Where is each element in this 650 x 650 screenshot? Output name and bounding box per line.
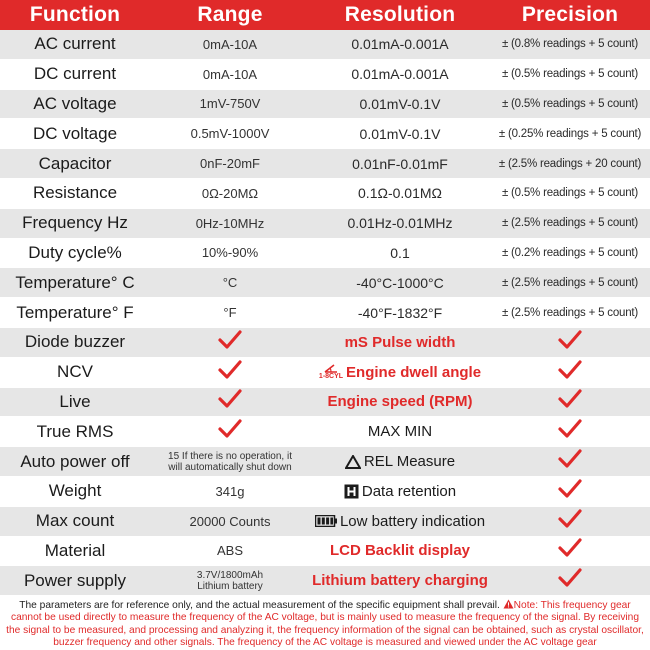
function-cell: AC current [34, 34, 116, 54]
feature-label: Low battery indication [339, 512, 486, 530]
table-row [0, 149, 650, 179]
function-cell: Max count [35, 511, 115, 531]
checkmark-icon [557, 537, 583, 564]
range-cell [150, 447, 310, 476]
feature-cell [310, 537, 490, 566]
range-cell: 0mA-10A [202, 36, 258, 52]
checkmark-icon [557, 329, 583, 356]
battery-icon [315, 515, 337, 527]
range-cell: 0Ω-20MΩ [201, 185, 259, 201]
resolution-cell: -40°F-1832°F [357, 304, 443, 321]
precision-cell: ± (2.5% readings + 5 count) [501, 276, 639, 289]
range-check-cell [150, 328, 310, 357]
header-function: Function [29, 3, 121, 26]
table-row [0, 328, 650, 358]
resolution-cell: 0.01Hz-0.01MHz [347, 215, 453, 232]
precision-check-cell [490, 566, 650, 595]
precision-check-cell [490, 507, 650, 536]
feature-label: Engine speed (RPM) [327, 393, 473, 411]
feature-cell [310, 507, 490, 536]
table-row [0, 60, 650, 90]
checkmark-icon [557, 567, 583, 594]
checkmark-icon [557, 388, 583, 415]
range-cell: 341g [215, 483, 245, 499]
footer-note: Note: This frequency gear cannot be used directly to measure the frequency of the AC voltage, but is mainly used to measure the frequency of the signal. By receiving the signal to be measured, and processing and analyzing it, the frequency information of the signal can be obtained, such as crystal oscillator, buzzer frequency and other signals. The frequency of the AC voltage is measured and viewed under the AC voltage gear [6, 600, 644, 649]
feature-cell [310, 328, 490, 357]
function-cell: DC voltage [32, 123, 118, 143]
function-cell: AC voltage [33, 93, 117, 113]
feature-label: Lithium battery charging [312, 572, 488, 590]
function-cell: DC current [33, 64, 117, 84]
range-text-line: will automatically shut down [168, 461, 292, 473]
feature-label: mS Pulse width [344, 333, 456, 351]
precision-check-cell [490, 477, 650, 506]
precision-cell: ± (0.5% readings + 5 count) [501, 68, 639, 81]
feature-cell [310, 566, 490, 595]
precision-cell: ± (0.5% readings + 5 count) [501, 97, 639, 110]
hold-icon [344, 484, 359, 499]
table-row [0, 268, 650, 298]
table-row [0, 537, 650, 567]
precision-check-cell [490, 447, 650, 476]
table-row [0, 179, 650, 209]
table-row [0, 566, 650, 596]
feature-label: LCD Backlit display [329, 542, 471, 560]
function-cell: Weight [48, 481, 102, 501]
checkmark-icon [557, 418, 583, 445]
precision-cell: ± (2.5% readings + 5 count) [501, 217, 639, 230]
resolution-cell: 0.01mV-0.1V [359, 125, 441, 142]
range-cell: 0.5mV-1000V [190, 126, 270, 142]
precision-cell: ± (0.5% readings + 5 count) [501, 187, 639, 200]
dwell-icon-label: 1-8CYL [318, 373, 344, 381]
function-cell: Power supply [23, 570, 127, 590]
precision-check-cell [490, 537, 650, 566]
checkmark-icon [557, 359, 583, 386]
feature-label: REL Measure [363, 453, 456, 471]
resolution-cell: 0.01mV-0.1V [359, 95, 441, 112]
resolution-cell: 0.01nF-0.01mF [352, 155, 448, 172]
table-row [0, 209, 650, 239]
checkmark-icon [557, 508, 583, 535]
precision-cell: ± (2.5% readings + 20 count) [498, 157, 642, 170]
function-cell: Resistance [32, 183, 118, 203]
precision-check-cell [490, 358, 650, 387]
table-row [0, 90, 650, 120]
range-check-cell [150, 358, 310, 387]
range-text-line: Lithium battery [197, 580, 263, 592]
precision-check-cell [490, 328, 650, 357]
feature-label: MAX MIN [367, 423, 433, 441]
precision-cell: ± (0.25% readings + 5 count) [498, 127, 642, 140]
checkmark-icon [557, 478, 583, 505]
resolution-cell: -40°C-1000°C [356, 274, 444, 291]
range-cell: 0Hz-10MHz [195, 215, 265, 231]
table-row [0, 417, 650, 447]
range-cell: 10%-90% [201, 245, 259, 261]
function-cell: Diode buzzer [24, 332, 126, 352]
table-row [0, 447, 650, 477]
table-row [0, 239, 650, 269]
table-row [0, 388, 650, 418]
table-row [0, 298, 650, 328]
table-row [0, 477, 650, 507]
function-cell: Duty cycle% [28, 242, 122, 262]
table-row [0, 358, 650, 388]
feature-label: Data retention [361, 482, 457, 500]
feature-cell [310, 358, 490, 387]
range-cell: ABS [216, 543, 243, 559]
feature-cell [310, 477, 490, 506]
range-text-line: 15 If there is no operation, it [168, 450, 292, 462]
checkmark-icon [217, 329, 243, 356]
precision-cell: ± (0.2% readings + 5 count) [501, 246, 639, 259]
function-cell: Auto power off [20, 451, 130, 471]
footer-disclaimer [0, 597, 650, 650]
feature-label: Engine dwell angle [346, 363, 482, 381]
resolution-cell: 0.1Ω-0.01MΩ [358, 185, 442, 202]
range-cell: 0nF-20mF [200, 156, 260, 172]
header-resolution: Resolution [344, 3, 456, 26]
footer-text: The parameters are for reference only, and the actual measurement of the specific equipment shall prevail. [19, 600, 503, 611]
range-cell: 1mV-750V [199, 96, 261, 112]
range-cell: 20000 Counts [189, 513, 271, 529]
function-cell: Live [59, 391, 91, 411]
range-text-line: 3.7V/1800mAh [196, 569, 264, 581]
resolution-cell: 0.1 [390, 244, 410, 261]
range-cell: 0mA-10A [202, 66, 258, 82]
function-cell: Temperature° C [15, 272, 135, 292]
precision-check-cell [490, 417, 650, 446]
range-check-cell [150, 388, 310, 417]
feature-cell [310, 417, 490, 446]
range-cell: °F [223, 305, 237, 321]
function-cell: Temperature° F [16, 302, 134, 322]
range-cell [150, 566, 310, 595]
spec-table-body [0, 30, 650, 596]
function-cell: Frequency Hz [22, 213, 128, 233]
checkmark-icon [557, 448, 583, 475]
table-row [0, 119, 650, 149]
function-cell: True RMS [36, 421, 114, 441]
resolution-cell: 0.01mA-0.001A [351, 36, 449, 53]
feature-cell [310, 388, 490, 417]
warning-icon [503, 599, 514, 609]
checkmark-icon [217, 388, 243, 415]
precision-cell: ± (2.5% readings + 5 count) [501, 306, 639, 319]
delta-icon [345, 455, 361, 469]
table-row [0, 507, 650, 537]
precision-check-cell [490, 388, 650, 417]
dwell-angle-icon [319, 363, 343, 381]
checkmark-icon [217, 418, 243, 445]
function-cell: NCV [57, 362, 93, 382]
feature-cell [310, 447, 490, 476]
function-cell: Capacitor [38, 153, 112, 173]
table-header [0, 0, 650, 30]
precision-cell: ± (0.8% readings + 5 count) [501, 38, 639, 51]
function-cell: Material [44, 540, 106, 560]
range-cell: °C [222, 275, 238, 291]
header-precision: Precision [521, 3, 619, 26]
range-check-cell [150, 417, 310, 446]
resolution-cell: 0.01mA-0.001A [351, 66, 449, 83]
table-row [0, 30, 650, 60]
checkmark-icon [217, 359, 243, 386]
header-range: Range [197, 3, 263, 26]
